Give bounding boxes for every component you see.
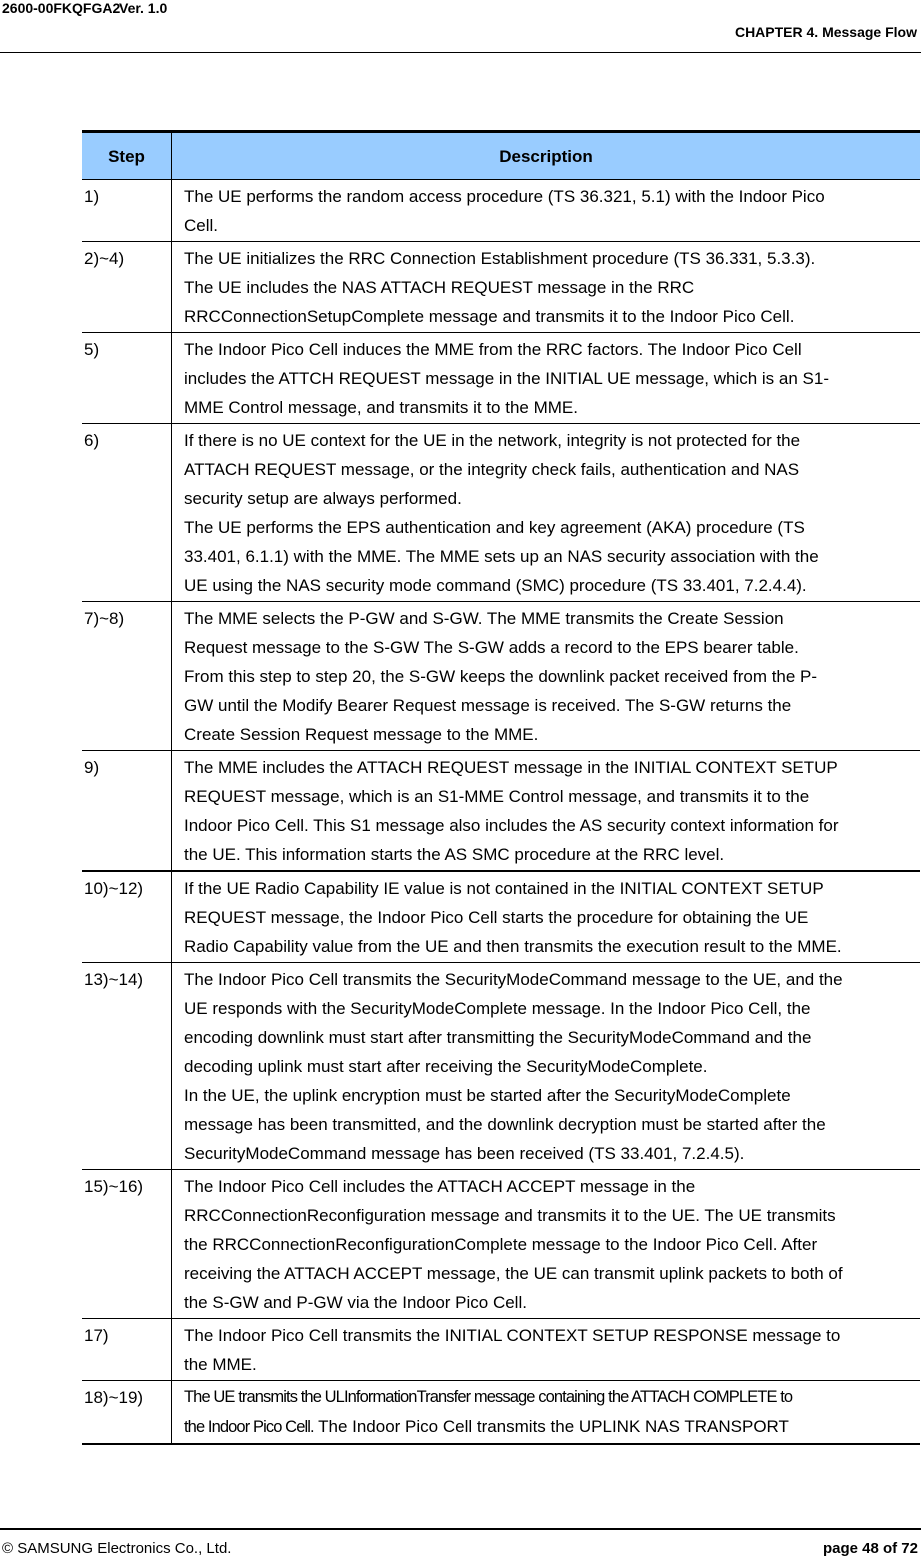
description-line: the MME. [184,1355,257,1374]
description-cell [172,963,921,1170]
description-line: If there is no UE context for the UE in the network, integrity is not protected for the [184,431,801,450]
description-line: includes the ATTCH REQUEST message in the INITIAL UE message, which is an S1- [184,369,829,388]
table-row [82,333,920,424]
table-row [82,963,920,1170]
description-line: ATTACH REQUEST message, or the integrity check fails, authentication and NAS [184,460,800,479]
table-row [82,242,920,333]
page-header [0,0,921,53]
description-line: the UE. This information starts the AS SMC procedure at the RRC level. [184,845,725,864]
step-cell: 5) [82,333,172,424]
step-cell: 15)~16) [82,1170,172,1319]
description-line: REQUEST message, which is an S1-MME Control message, and transmits it to the [184,787,810,806]
description-line: message has been transmitted, and the downlink decryption must be started after the [184,1115,826,1134]
description-line: encoding downlink must start after transmitting the SecurityModeCommand and the [184,1028,812,1047]
table-row [82,180,920,242]
description-cell [172,333,921,424]
table-row [82,751,920,872]
table-row [82,1170,920,1319]
description-line: The MME includes the ATTACH REQUEST message in the INITIAL CONTEXT SETUP [184,758,838,777]
chapter-title: CHAPTER 4. Message Flow [734,24,917,40]
description-line: REQUEST message, the Indoor Pico Cell starts the procedure for obtaining the UE [184,908,809,927]
table-row [82,1319,920,1381]
description-line: Cell. [184,216,219,235]
table-body [82,180,920,1445]
description-line: security setup are always performed. [184,489,462,508]
document-id: 2600-00FKQFGA2 [2,0,121,16]
description-line: RRCConnectionSetupComplete message and transmits it to the Indoor Pico Cell. [184,307,795,326]
description-cell [172,751,921,872]
description-line: Radio Capability value from the UE and then transmits the execution result to the MME. [184,937,842,956]
table-header-row [82,132,920,180]
description-line: From this step to step 20, the S-GW keeps the downlink packet received from the P- [184,667,818,686]
description-line: RRCConnectionReconfiguration message and transmits it to the UE. The UE transmits [184,1206,836,1225]
table-row [82,871,920,963]
description-line: the RRCConnectionReconfigurationComplete message to the Indoor Pico Cell. After [184,1235,818,1254]
step-cell: 10)~12) [82,871,172,963]
description-cell [172,1170,921,1319]
footer-divider [0,1528,921,1530]
description-cell [172,1381,921,1445]
step-cell: 13)~14) [82,963,172,1170]
step-cell: 1) [82,180,172,242]
description-line: SecurityModeCommand message has been received (TS 33.401, 7.2.4.5). [184,1144,745,1163]
step-cell: 6) [82,424,172,602]
column-header-description: Description [172,132,921,180]
description-line: Create Session Request message to the MME. [184,725,539,744]
description-fragment: The Indoor Pico Cell transmits the UPLINK NAS TRANSPORT [313,1417,789,1436]
description-line: The Indoor Pico Cell induces the MME from the RRC factors. The Indoor Pico Cell [184,340,802,359]
description-line: UE using the NAS security mode command (SMC) procedure (TS 33.401, 7.2.4.4). [184,576,807,595]
description-line: Request message to the S-GW The S-GW adds a record to the EPS bearer table. [184,638,799,657]
table-row [82,602,920,751]
description-line: Indoor Pico Cell. This S1 message also includes the AS security context information for [184,816,839,835]
description-line: the S-GW and P-GW via the Indoor Pico Cell. [184,1293,527,1312]
description-line: In the UE, the uplink encryption must be started after the SecurityModeComplete [184,1086,791,1105]
description-line: 33.401, 6.1.1) with the MME. The MME sets up an NAS security association with the [184,547,819,566]
step-cell: 17) [82,1319,172,1381]
copyright-text: © SAMSUNG Electronics Co., Ltd. [2,1540,232,1557]
description-cell [172,602,921,751]
description-line [184,1412,920,1442]
description-line: The Indoor Pico Cell includes the ATTACH ACCEPT message in the [184,1177,696,1196]
description-cell [172,180,921,242]
header-divider [0,52,921,53]
step-cell: 18)~19) [82,1381,172,1445]
table-row [82,1381,920,1445]
message-flow-table [82,130,920,1445]
description-fragment: the Indoor Pico Cell. [184,1418,314,1436]
description-line: If the UE Radio Capability IE value is not contained in the INITIAL CONTEXT SETUP [184,879,824,898]
column-header-step: Step [82,132,172,180]
description-cell [172,242,921,333]
description-line: The UE initializes the RRC Connection Establishment procedure (TS 36.331, 5.3.3). [184,249,816,268]
table-row [82,424,920,602]
description-cell [172,1319,921,1381]
description-line: The Indoor Pico Cell transmits the SecurityModeCommand message to the UE, and the [184,970,843,989]
page-number: page 48 of 72 [822,1540,918,1557]
description-cell [172,424,921,602]
document-version: Ver. 1.0 [119,0,168,16]
description-cell [172,871,921,963]
description-line: The MME selects the P-GW and S-GW. The MME transmits the Create Session [184,609,784,628]
description-line: GW until the Modify Bearer Request message is received. The S-GW returns the [184,696,792,715]
description-line: MME Control message, and transmits it to the MME. [184,398,578,417]
description-line: UE responds with the SecurityModeComplete message. In the Indoor Pico Cell, the [184,999,811,1018]
description-line: The UE performs the random access procedure (TS 36.321, 5.1) with the Indoor Pico [184,187,825,206]
step-cell: 2)~4) [82,242,172,333]
step-cell: 7)~8) [82,602,172,751]
description-line: receiving the ATTACH ACCEPT message, the UE can transmit uplink packets to both of [184,1264,843,1283]
description-line: The UE performs the EPS authentication and key agreement (AKA) procedure (TS [184,518,805,537]
description-line: The UE transmits the ULInformationTransfer message containing the ATTACH COMPLETE to [184,1388,793,1406]
description-line: The UE includes the NAS ATTACH REQUEST message in the RRC [184,278,695,297]
description-line: decoding uplink must start after receiving the SecurityModeComplete. [184,1057,708,1076]
description-line: The Indoor Pico Cell transmits the INITIAL CONTEXT SETUP RESPONSE message to [184,1326,841,1345]
step-cell: 9) [82,751,172,872]
